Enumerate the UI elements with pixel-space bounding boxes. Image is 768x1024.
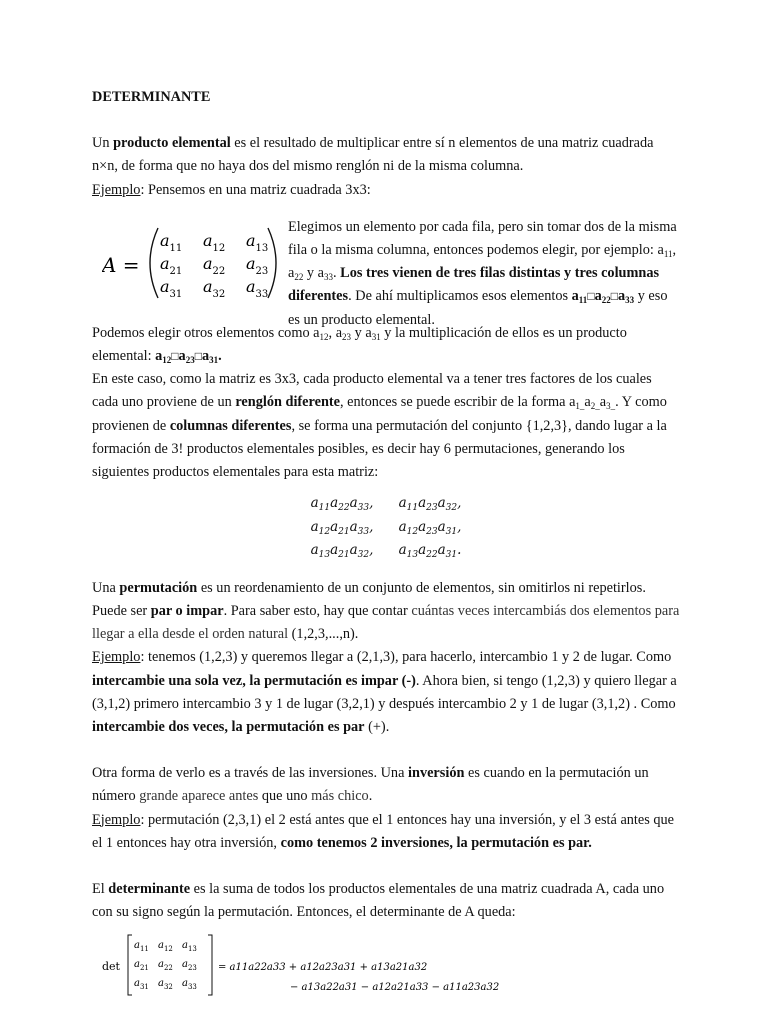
matrix-entry: $a_{22}$ bbox=[203, 253, 226, 277]
elemental-products-list bbox=[92, 492, 680, 563]
paragraph-determinante: El determinante es la suma de todos los productos elementales de una matriz cuadrada A, cada uno con su signo según la permutación. Entonces, el determinante de A queda: bbox=[92, 880, 665, 921]
product-row bbox=[92, 516, 680, 540]
elemental-product: $a_{12}a_{23}a_{31}$, bbox=[398, 518, 462, 537]
document-page bbox=[92, 86, 680, 998]
matrix-entry: $a_{23}$ bbox=[246, 253, 269, 277]
matrix-entry: $a_{12}$ bbox=[158, 940, 173, 954]
elemental-product: $a_{11}a_{23}a_{32}$, bbox=[398, 495, 462, 514]
document-title: DETERMINANTE bbox=[92, 89, 211, 105]
math-token: $a_{22}$ bbox=[288, 265, 304, 283]
det-label: det bbox=[102, 960, 120, 974]
matrix-entry: $a_{11}$ bbox=[134, 940, 149, 954]
matrix-entry: $a_{31}$ bbox=[160, 276, 183, 300]
det-expansion-line-1: = a11a22a33 + a12a23a31 + a13a21a32 bbox=[218, 962, 428, 974]
matrix-entry: $a_{33}$ bbox=[182, 978, 197, 992]
paragraph-elegimos: Elegimos un elemento por cada fila, pero sin tomar dos de la misma fila o la misma columna, entonces podemos elegir, por ejemplo: $a_{11}$, $a_{22}$ y $a_{33}$. Los tres vienen de tres filas distintas y tres columnas diferentes. De ahí multiplicamos esos elementos $a_{11}□a_{22}□a_{33}$ y eso es un producto elemental. bbox=[288, 218, 677, 328]
matrix-entry: $a_{11}$ bbox=[160, 230, 183, 254]
matrix-entry: $a_{22}$ bbox=[158, 959, 173, 973]
math-token: $a_{11}□a_{22}□a_{33}$ bbox=[571, 288, 635, 306]
math-token: $a_{12}$ bbox=[313, 324, 329, 342]
paragraph-producto-elemental: Un producto elemental es el resultado de multiplicar entre sí n elementos de una matriz cuadrada n×n, de forma que no haya dos del mismo renglón ni de la misma columna. bbox=[92, 135, 654, 175]
right-paren bbox=[268, 228, 276, 298]
paragraph-en-este-caso: En este caso, como la matriz es 3x3, cada producto elemental va a tener tres factores de los cuales cada uno proviene de un renglón diferente, entonces se puede escribir de la forma $a_{1\_}a_{2\_}a_{3\_}$. Y como provienen de columnas diferentes, se forma una permutación del conjunto {1,2,3}, dando lugar a la formación de 3! productos elementales posibles, es decir hay 6 permutaciones, generando los siguientes productos elementales para esta matriz: bbox=[92, 371, 667, 481]
math-token: $a_{23}$ bbox=[335, 324, 352, 342]
left-paren bbox=[150, 228, 158, 298]
det-left-bracket bbox=[128, 935, 132, 995]
matrix-entry: $a_{32}$ bbox=[203, 276, 226, 300]
example-2: Ejemplo: tenemos (1,2,3) y queremos llegar a (2,1,3), para hacerlo, intercambio 1 y 2 de lugar. Como intercambie una sola vez, la permutación es impar (-). Ahora bien, si tengo (1,2,3) y quiero llegar a (3,1,2) primero intercambio 3 y 1 de lugar (3,2,1) y después intercambio 2 y 1 de lugar (3,1,2) . Como intercambie dos veces, la permutación es par (+). bbox=[92, 649, 677, 735]
paragraph-permutacion: Una permutación es un reordenamiento de un conjunto de elementos, sin omitirlos ni repetirlos. Puede ser par o impar. Para saber esto, hay que contar cuántas veces intercambiás dos elementos para llegar a ella desde el orden natural (1,2,3,...,n). bbox=[92, 579, 680, 643]
matrix-a-cells bbox=[160, 231, 268, 300]
matrix-entry: $a_{33}$ bbox=[246, 276, 269, 300]
matrix-and-explanation bbox=[92, 216, 680, 328]
product-row bbox=[92, 539, 680, 563]
matrix-entry: $a_{13}$ bbox=[246, 230, 269, 254]
math-token: $a_{33}$ bbox=[317, 265, 334, 283]
matrix-a-lhs: A = bbox=[102, 252, 140, 277]
example-3: Ejemplo: permutación (2,3,1) el 2 está antes que el 1 entonces hay una inversión, y el 3 está antes que el 1 entonces hay otra inversión, como tenemos 2 inversiones, la permutación es par. bbox=[92, 811, 675, 851]
math-token: $a_{12}□a_{23}□a_{31}$ bbox=[155, 348, 219, 366]
product-row bbox=[92, 492, 680, 516]
paragraph-inversiones: Otra forma de verlo es a través de las inversiones. Una inversión es cuando en la permutación un número grande aparece antes que uno más chico. bbox=[92, 765, 649, 805]
determinant-formula-svg bbox=[100, 932, 660, 998]
elemental-product: $a_{13}a_{22}a_{31}$. bbox=[398, 542, 462, 561]
matrix-entry: $a_{13}$ bbox=[182, 940, 197, 954]
matrix-a-formula bbox=[102, 224, 282, 302]
math-token: $a_{31}$ bbox=[365, 324, 381, 342]
elemental-product: $a_{11}a_{22}a_{33}$, bbox=[310, 495, 374, 514]
matrix-entry: $a_{21}$ bbox=[134, 959, 149, 973]
matrix-entry: $a_{31}$ bbox=[134, 978, 149, 992]
det-expansion-line-2: − a13a22a31 − a12a21a33 − a11a23a32 bbox=[290, 982, 500, 994]
example-1: Ejemplo: Pensemos en una matriz cuadrada 3x3: bbox=[92, 181, 371, 198]
paragraph-otros-elementos: Podemos elegir otros elementos como $a_{12}$, $a_{23}$ y $a_{31}$ y la multiplicación de ellos es un producto elemental: $a_{12}□a_{23}□a_{31}$. bbox=[92, 324, 627, 366]
matrix-entry: $a_{32}$ bbox=[158, 978, 173, 992]
matrix-entry: $a_{21}$ bbox=[160, 253, 183, 277]
matrix-entry: $a_{12}$ bbox=[203, 230, 226, 254]
elemental-product: $a_{13}a_{21}a_{32}$, bbox=[310, 542, 374, 561]
det-matrix-cells bbox=[134, 940, 197, 991]
matrix-entry: $a_{23}$ bbox=[182, 959, 197, 973]
elemental-product: $a_{12}a_{21}a_{33}$, bbox=[310, 518, 374, 537]
det-right-bracket bbox=[208, 935, 212, 995]
math-token: $a_{11}$ bbox=[657, 242, 673, 260]
determinant-formula bbox=[92, 932, 680, 998]
